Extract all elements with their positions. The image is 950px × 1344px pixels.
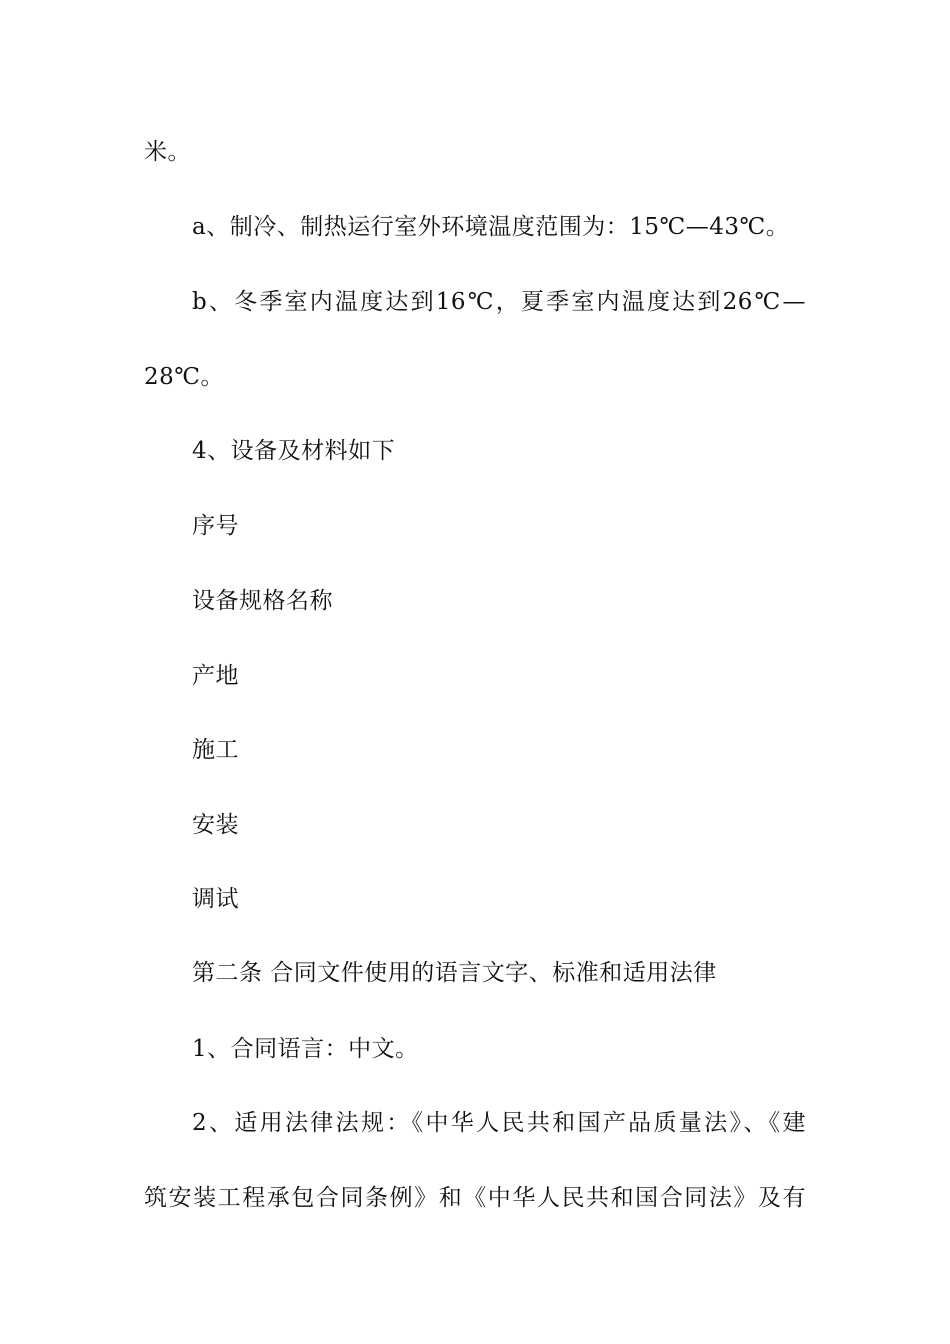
text-line-installation: 安装 (192, 812, 239, 838)
text-line-serial-number: 序号 (192, 513, 239, 539)
text-line-outdoor-temperature-range: a、制冷、制热运行室外环境温度范围为：15℃—43℃。 (192, 214, 790, 240)
text-line-indoor-temperature-cont: 28℃。 (144, 364, 224, 390)
text-line-indoor-temperature: b、冬季室内温度达到16℃，夏季室内温度达到26℃— (192, 289, 806, 315)
text-line-article-two-heading: 第二条 合同文件使用的语言文字、标准和适用法律 (192, 960, 717, 986)
text-line-equipment-heading: 4、设备及材料如下 (192, 438, 396, 464)
text-line-origin: 产地 (192, 663, 239, 689)
text-line-applicable-laws: 2、适用法律法规：《中华人民共和国产品质量法》、《建 (192, 1110, 806, 1136)
text-line-construction: 施工 (192, 737, 239, 763)
text-line-commissioning: 调试 (192, 886, 239, 912)
text-line-equipment-spec-name: 设备规格名称 (192, 588, 333, 614)
text-line-contract-language: 1、合同语言：中文。 (192, 1036, 419, 1062)
text-line-applicable-laws-cont: 筑安装工程承包合同条例》和《中华人民共和国合同法》及有 (144, 1185, 806, 1211)
text-line-continuation-meter: 米。 (144, 139, 191, 165)
